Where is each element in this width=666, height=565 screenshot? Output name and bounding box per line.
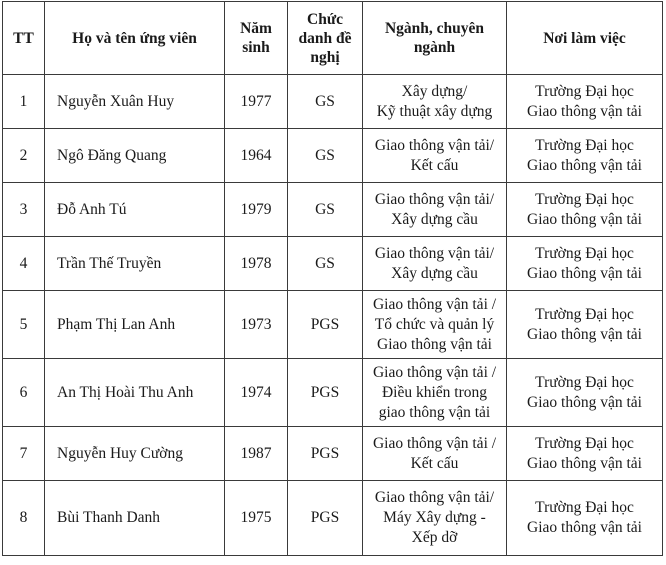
cell-name: Nguyễn Huy Cường bbox=[45, 427, 225, 481]
header-birth-year: Năm sinh bbox=[225, 2, 288, 75]
cell-birth-year: 1978 bbox=[225, 237, 288, 291]
cell-major: Giao thông vận tải / Tổ chức và quản lý Giao thông vận tải bbox=[363, 291, 507, 359]
cell-major: Giao thông vận tải/ Xây dựng cầu bbox=[363, 237, 507, 291]
cell-title: GS bbox=[288, 237, 363, 291]
table-row bbox=[3, 359, 663, 427]
table-row bbox=[3, 75, 663, 129]
cell-name: Trần Thế Truyền bbox=[45, 237, 225, 291]
table-row bbox=[3, 291, 663, 359]
cell-workplace: Trường Đại học Giao thông vận tải bbox=[507, 291, 663, 359]
candidates-table bbox=[2, 1, 663, 556]
cell-birth-year: 1974 bbox=[225, 359, 288, 427]
cell-title: GS bbox=[288, 129, 363, 183]
cell-tt: 1 bbox=[3, 75, 45, 129]
cell-title: PGS bbox=[288, 481, 363, 556]
cell-name: Bùi Thanh Danh bbox=[45, 481, 225, 556]
cell-major: Giao thông vận tải / Điều khiển trong giao thông vận tải bbox=[363, 359, 507, 427]
cell-tt: 6 bbox=[3, 359, 45, 427]
cell-major: Giao thông vận tải/ Máy Xây dựng - Xếp dỡ bbox=[363, 481, 507, 556]
cell-birth-year: 1979 bbox=[225, 183, 288, 237]
cell-name: Phạm Thị Lan Anh bbox=[45, 291, 225, 359]
cell-birth-year: 1987 bbox=[225, 427, 288, 481]
cell-title: GS bbox=[288, 183, 363, 237]
cell-birth-year: 1973 bbox=[225, 291, 288, 359]
table-row bbox=[3, 129, 663, 183]
cell-tt: 7 bbox=[3, 427, 45, 481]
cell-tt: 5 bbox=[3, 291, 45, 359]
cell-tt: 2 bbox=[3, 129, 45, 183]
cell-tt: 8 bbox=[3, 481, 45, 556]
cell-birth-year: 1964 bbox=[225, 129, 288, 183]
cell-title: GS bbox=[288, 75, 363, 129]
cell-major: Giao thông vận tải / Kết cấu bbox=[363, 427, 507, 481]
cell-workplace: Trường Đại học Giao thông vận tải bbox=[507, 427, 663, 481]
cell-name: Ngô Đăng Quang bbox=[45, 129, 225, 183]
cell-name: Đỗ Anh Tú bbox=[45, 183, 225, 237]
cell-tt: 4 bbox=[3, 237, 45, 291]
header-tt: TT bbox=[3, 2, 45, 75]
cell-title: PGS bbox=[288, 427, 363, 481]
header-workplace: Nơi làm việc bbox=[507, 2, 663, 75]
cell-title: PGS bbox=[288, 359, 363, 427]
cell-birth-year: 1977 bbox=[225, 75, 288, 129]
cell-name: Nguyễn Xuân Huy bbox=[45, 75, 225, 129]
header-major: Ngành, chuyên ngành bbox=[363, 2, 507, 75]
cell-workplace: Trường Đại học Giao thông vận tải bbox=[507, 237, 663, 291]
cell-workplace: Trường Đại học Giao thông vận tải bbox=[507, 359, 663, 427]
cell-major: Giao thông vận tải/ Kết cấu bbox=[363, 129, 507, 183]
table-row bbox=[3, 237, 663, 291]
header-title: Chức danh đề nghị bbox=[288, 2, 363, 75]
cell-name: An Thị Hoài Thu Anh bbox=[45, 359, 225, 427]
cell-tt: 3 bbox=[3, 183, 45, 237]
cell-workplace: Trường Đại học Giao thông vận tải bbox=[507, 129, 663, 183]
cell-workplace: Trường Đại học Giao thông vận tải bbox=[507, 75, 663, 129]
cell-workplace: Trường Đại học Giao thông vận tải bbox=[507, 183, 663, 237]
cell-title: PGS bbox=[288, 291, 363, 359]
table-row bbox=[3, 183, 663, 237]
table-header-row bbox=[3, 2, 663, 75]
cell-birth-year: 1975 bbox=[225, 481, 288, 556]
cell-major: Giao thông vận tải/ Xây dựng cầu bbox=[363, 183, 507, 237]
cell-workplace: Trường Đại học Giao thông vận tải bbox=[507, 481, 663, 556]
cell-major: Xây dựng/ Kỹ thuật xây dựng bbox=[363, 75, 507, 129]
table-row bbox=[3, 427, 663, 481]
table-row bbox=[3, 481, 663, 556]
header-name: Họ và tên ứng viên bbox=[45, 2, 225, 75]
